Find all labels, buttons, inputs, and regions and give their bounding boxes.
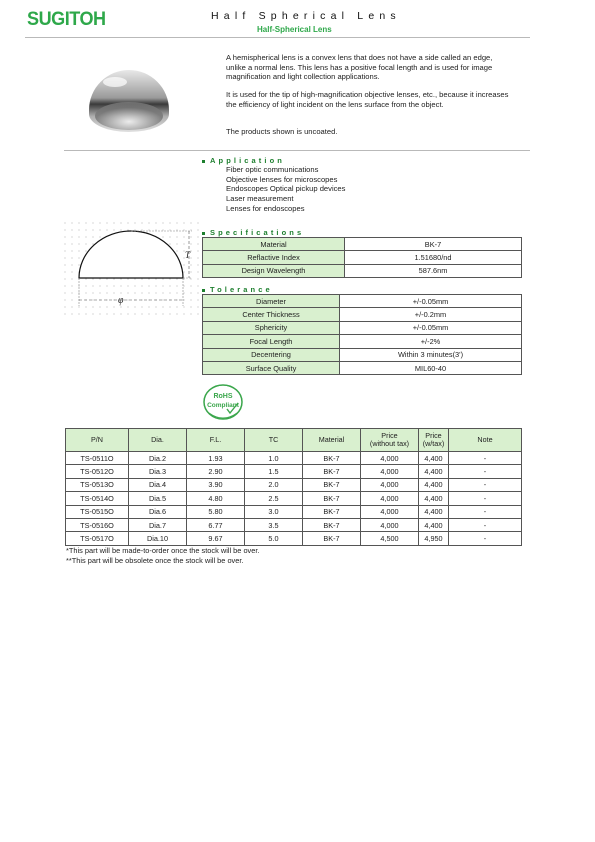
spec-value: BK-7	[345, 238, 522, 251]
cell-pn: TS-0516O	[66, 518, 129, 531]
cell-material: BK-7	[303, 518, 361, 531]
table-row	[66, 532, 522, 545]
header-divider	[25, 37, 530, 38]
cell-pn: TS-0515O	[66, 505, 129, 518]
bullet-icon	[202, 232, 205, 235]
tolerance-value: Within 3 minutes(3')	[340, 348, 522, 361]
column-header: F.L.	[187, 429, 245, 452]
description-paragraph-2: It is used for the tip of high-magnification objective lenses, etc., because it increases the efficiency of light incident on the lens surface from the object.	[226, 90, 509, 109]
table-row	[66, 478, 522, 491]
lens-photo	[85, 60, 173, 136]
tolerance-value: +/-0.05mm	[340, 295, 522, 308]
spec-value: 587.6nm	[345, 264, 522, 277]
cell-price-tax: 4,400	[419, 518, 449, 531]
cell-tc: 5.0	[245, 532, 303, 545]
spec-label: Material	[203, 238, 345, 251]
application-heading: Application	[202, 156, 285, 165]
table-row	[203, 361, 522, 374]
tolerance-table	[202, 294, 522, 375]
spec-label: Reflactive Index	[203, 251, 345, 264]
cell-dia: Dia.5	[129, 492, 187, 505]
specifications-heading: Specifications	[202, 228, 304, 237]
cell-price: 4,000	[361, 492, 419, 505]
cell-tc: 2.0	[245, 478, 303, 491]
cell-material: BK-7	[303, 505, 361, 518]
tolerance-label: Focal Length	[203, 335, 340, 348]
column-header: TC	[245, 429, 303, 452]
tolerance-label: Sphericity	[203, 321, 340, 334]
column-header: Price (without tax)	[361, 429, 419, 452]
section-divider	[64, 150, 530, 151]
cell-price: 4,000	[361, 505, 419, 518]
tolerance-label: Decentering	[203, 348, 340, 361]
tolerance-value: +/-2%	[340, 335, 522, 348]
cell-material: BK-7	[303, 532, 361, 545]
description-paragraph-1: A hemispherical lens is a convex lens that does not have a side called an edge, unlike a normal lens. This lens has a positive focal length and is used for image magnification and light collection applications.	[226, 53, 493, 82]
cell-dia: Dia.4	[129, 478, 187, 491]
table-row	[203, 251, 522, 264]
cell-tc: 1.5	[245, 465, 303, 478]
cell-price-tax: 4,950	[419, 532, 449, 545]
table-row	[66, 505, 522, 518]
column-header: Price (w/tax)	[419, 429, 449, 452]
table-row	[203, 321, 522, 334]
cell-pn: TS-0512O	[66, 465, 129, 478]
cell-dia: Dia.3	[129, 465, 187, 478]
table-row	[66, 492, 522, 505]
cell-tc: 1.0	[245, 452, 303, 465]
spec-value: 1.51680/nd	[345, 251, 522, 264]
cell-note: -	[449, 505, 522, 518]
page-title: Half Spherical Lens	[211, 10, 401, 22]
cell-note: -	[449, 518, 522, 531]
products-table	[65, 428, 522, 546]
cell-price-tax: 4,400	[419, 478, 449, 491]
cell-fl: 1.93	[187, 452, 245, 465]
tolerance-value: +/-0.2mm	[340, 308, 522, 321]
tolerance-label: Surface Quality	[203, 361, 340, 374]
cell-fl: 3.90	[187, 478, 245, 491]
cell-price-tax: 4,400	[419, 492, 449, 505]
table-row	[66, 465, 522, 478]
table-row	[203, 264, 522, 277]
table-row	[203, 348, 522, 361]
lens-dimension-diagram	[64, 222, 200, 318]
cell-material: BK-7	[303, 478, 361, 491]
cell-tc: 2.5	[245, 492, 303, 505]
cell-note: -	[449, 478, 522, 491]
cell-fl: 9.67	[187, 532, 245, 545]
cell-pn: TS-0517O	[66, 532, 129, 545]
cell-fl: 6.77	[187, 518, 245, 531]
bullet-icon	[202, 289, 205, 292]
company-logo: SUGITOH	[27, 9, 106, 30]
cell-pn: TS-0514O	[66, 492, 129, 505]
application-item: Endoscopes Optical pickup devices	[226, 184, 346, 193]
footnote: **This part will be obsolete once the stock will be over.	[66, 556, 244, 565]
page-subtitle: Half-Spherical Lens	[257, 25, 332, 34]
cell-note: -	[449, 532, 522, 545]
compliant-text: Compliant	[207, 402, 239, 409]
cell-pn: TS-0513O	[66, 478, 129, 491]
cell-dia: Dia.10	[129, 532, 187, 545]
cell-fl: 5.80	[187, 505, 245, 518]
cell-dia: Dia.6	[129, 505, 187, 518]
specifications-table	[202, 237, 522, 278]
cell-note: -	[449, 465, 522, 478]
cell-price: 4,000	[361, 452, 419, 465]
tolerance-label: Diameter	[203, 295, 340, 308]
cell-pn: TS-0511O	[66, 452, 129, 465]
description-paragraph-3: The products shown is uncoated.	[226, 127, 338, 136]
table-row	[203, 308, 522, 321]
rohs-compliant-badge	[201, 383, 245, 421]
column-header: Dia.	[129, 429, 187, 452]
table-row	[66, 518, 522, 531]
footnote: *This part will be made-to-order once the stock will be over.	[66, 546, 260, 555]
cell-price-tax: 4,400	[419, 505, 449, 518]
height-label: T	[185, 250, 191, 260]
application-item: Fiber optic communications	[226, 165, 319, 174]
cell-fl: 2.90	[187, 465, 245, 478]
cell-note: -	[449, 492, 522, 505]
cell-price: 4,500	[361, 532, 419, 545]
table-row	[203, 238, 522, 251]
cell-note: -	[449, 452, 522, 465]
bullet-icon	[202, 160, 205, 163]
cell-fl: 4.80	[187, 492, 245, 505]
tolerance-label: Center Thickness	[203, 308, 340, 321]
spec-label: Design Wavelength	[203, 264, 345, 277]
cell-material: BK-7	[303, 452, 361, 465]
cell-price-tax: 4,400	[419, 465, 449, 478]
column-header: Material	[303, 429, 361, 452]
cell-price: 4,000	[361, 518, 419, 531]
column-header: P/N	[66, 429, 129, 452]
table-header-row	[66, 429, 522, 452]
cell-dia: Dia.2	[129, 452, 187, 465]
column-header: Note	[449, 429, 522, 452]
cell-tc: 3.5	[245, 518, 303, 531]
table-row	[203, 335, 522, 348]
cell-material: BK-7	[303, 465, 361, 478]
application-item: Objective lenses for microscopes	[226, 175, 338, 184]
cell-price-tax: 4,400	[419, 452, 449, 465]
application-item: Laser measurement	[226, 194, 294, 203]
cell-material: BK-7	[303, 492, 361, 505]
tolerance-value: MIL60-40	[340, 361, 522, 374]
cell-price: 4,000	[361, 465, 419, 478]
application-item: Lenses for endoscopes	[226, 204, 305, 213]
tolerance-heading: Tolerance	[202, 285, 273, 294]
tolerance-value: +/-0.05mm	[340, 321, 522, 334]
rohs-text: RoHS	[213, 393, 233, 400]
table-row	[66, 452, 522, 465]
cell-price: 4,000	[361, 478, 419, 491]
table-row	[203, 295, 522, 308]
cell-dia: Dia.7	[129, 518, 187, 531]
diameter-label: φ	[118, 295, 124, 306]
cell-tc: 3.0	[245, 505, 303, 518]
